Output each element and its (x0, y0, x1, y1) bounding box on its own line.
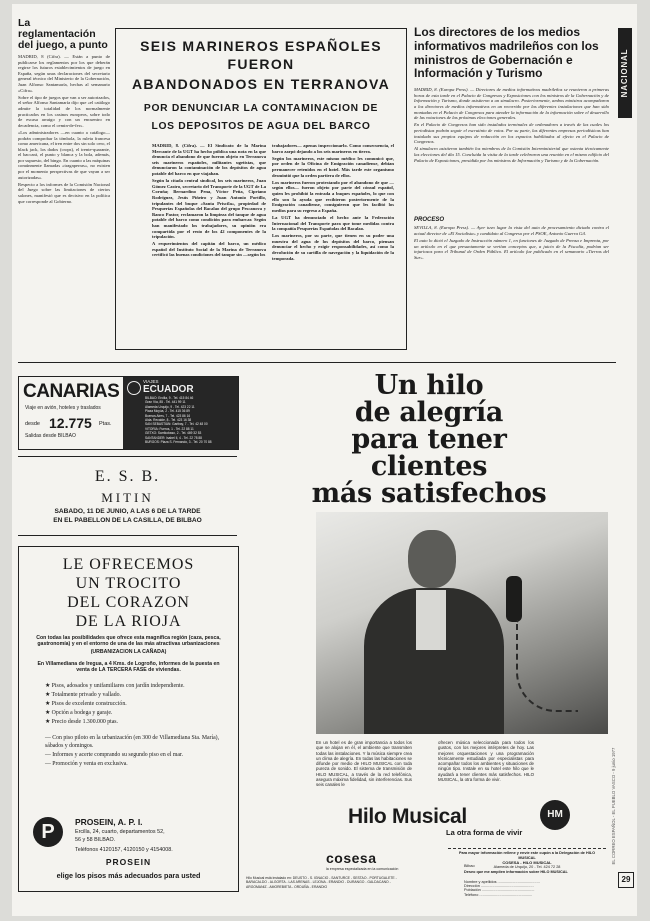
right-article-paragraph: Al simulacro asistieron también los miembros de la Comisión Interministerial que ostenta técnicamente las elecciones del día 15. Concluida la visita de la tarde celebraron una reunión en el mismo edificio del Palacio de Exposiciones, presidida por los ministros de Información y Turismo y de la Gobernación. (414, 146, 609, 163)
ecuador-panel (123, 377, 238, 449)
rioja-ad (18, 546, 239, 892)
coupon-fields (464, 880, 604, 897)
ecuador-address: Gran Vía, 85 - Tel. 441 99 11 (145, 400, 186, 405)
right-article-paragraph: MADRID, 8. (Europa Press). — Directores de medios informativos madrileños se reunieron a primeras horas de esta tarde en el Palacio de Congresos y Exposiciones con los ministros de la Gobernación y de Información y Turismo, donde asistieron a un simulacro. Posteriormente, ambos ministros acompañaron a los directores de medios informativos en un recorrido por las diferentes instalaciones que han sido montadas en el Palacio de Congresos para atender la información de la información sobre el desarrollo de las votaciones de las próximas elecciones generales. (414, 87, 609, 121)
center-article-col1 (152, 143, 266, 343)
rioja-feature-text: Precio desde 1.300.000 ptas. (51, 718, 118, 725)
center-article-paragraph: Los marineros fueron protestando por el abandono de que —según ellos— fueron objeto por parte del cónsul español, quien les prohibió la entrada a buques españoles, lo que con ello son la ayuda que recibieron posteriormente de la Emigración canadiense, consiguieron que les facilitó los medios para su regreso a España. (272, 179, 394, 213)
center-article-paragraph: MADRID, 8. (Cifra). — El Sindicato de la Marina Mercante de la UGT ha hecho pública una nota en la que denuncia el abandono de que fueron objeto en Terranova seis marineros españoles, militantes ugetistas, que denunciaron la contaminación de los depósitos de agua potable del barco en que viajaban. (152, 143, 266, 176)
coupon-field[interactable]: Dirección .................................................. (464, 884, 534, 889)
ecuador-address: GETXO: Sarrikobaso, 2 - Tel. 469 32 53 (145, 431, 202, 436)
prosein-logo (33, 817, 63, 847)
hilo-headline-line1: Un hilo (374, 370, 484, 401)
left-article-title: La reglamentación del juego, a punto (18, 17, 108, 51)
center-article (115, 28, 407, 350)
coupon-field-label: Teléfono (464, 892, 479, 897)
ecuador-address: SANTANDER: Isabel II, 4 - Tel. 22 78 88 (145, 435, 202, 440)
rioja-features (45, 682, 222, 726)
rioja-payment-text: Con piso piloto en la urbanización (en 300 de Villamediana Sta. María), sábados y domingos. (45, 734, 220, 749)
center-article-title-line1: SEIS MARINEROS ESPAÑOLES FUERON (140, 38, 382, 72)
coupon-wish: Deseo que me amplíen información sobre HILO MUSICAL (464, 870, 568, 874)
newspaper-page (12, 4, 637, 916)
rioja-feature: ★ Opción a bodega y garaje. (45, 709, 113, 716)
hm-badge (540, 800, 570, 830)
center-article-col2 (272, 143, 394, 343)
rioja-feature: ★ Precio desde 1.300.000 ptas. (45, 718, 118, 725)
right-article-paragraph: En el Palacio de Congresos han sido instalados terminales de ordenadores a través de las cuales los periodistas podrán seguir el escrutinio de votos. Por su parte, las diferentes empresas periodísticas han instalado sus propios equipos de redacción en los espacios habilitados al efecto en el Palacio de Congresos. (414, 122, 609, 145)
prosein-slogan: elige los pisos más adecuados para usted (56, 871, 201, 880)
phone-cord (516, 620, 578, 712)
ecuador-address: Alameda Urquijo, 9 - Tel. 423 22 11 (145, 404, 195, 409)
hilo-body-left: En un hotel es de gran importancia a todos los que se alojan en él, el ambiente que transmiten todas las instalaciones. Y la música siempre crea un clima de alegría. En todas las habitaciones se difunde por medio de HILO MUSICAL con toda pureza de sonido. El sistema de transmisión de HILO MUSICAL, a través de la red telefónica, asegura máxima fidelidad, sin interferencias. Sus seis canales le (316, 740, 412, 788)
prosein-address2: 56 y 58 BILBAO. (75, 837, 116, 843)
center-article-paragraph: A requerimientos del capitán del barco, un médico español del Instituto Social de la Marina de Terranova certificó las buenas condiciones del tanque sin —según los (152, 241, 266, 258)
prosein-brand: PROSEIN (105, 857, 152, 867)
hilo-photo (316, 512, 608, 734)
left-article-paragraph: Respecto a los informes de la Comisión Nacional del Juego sobre las limitaciones de ciertos salones, manifestó que es decisivo en la política que corresponde al Gobierno. (18, 181, 110, 204)
phone-icon (506, 576, 522, 622)
esb-title: E. S. B. (94, 468, 161, 485)
prosein-company: PROSEIN, A. P. I. (75, 817, 143, 827)
rioja-payment-item: — Promoción y venta en exclusiva. (45, 760, 128, 767)
hilo-body-right: ofrecen música seleccionada para todos los gustos, con los mejores intérpretes de hoy. Las mejores orquestaciones y una programación técnicamente estudiada por especialistas para acompañar todos los ambientes y situaciones de ningún tipo. Instale en su hotel este hilo que le ayudará a tener clientes más satisfechos. HILO MUSICAL, la otra forma de vivir. (438, 740, 534, 783)
rioja-line3: DEL CORAZON (67, 594, 190, 611)
separator-rule (18, 362, 616, 363)
canarias-price-suffix: Ptas. (99, 421, 112, 427)
right-article (414, 26, 609, 346)
ecuador-address: SAN SEBASTIÁN: Garibay, 7 - Tel. 42 48 00 (145, 422, 208, 427)
cosesa-tagline: la empresa especializada en la comunicación (326, 867, 399, 871)
coupon-intro: Para mayor información rellene y envíe este cupón a la Delegación de HILO MUSICAL (458, 851, 596, 860)
center-article-title-line2: ABANDONADOS EN TERRANOVA (131, 76, 391, 92)
center-article-paragraph: Los marineros, por su parte, que tienen en su poder una muestra del agua de los depósitos del barco, piensan denunciar el hecho y exigir responsabilidades, así como la devolución de su cartilla de navegación y la liquidación de la temporada. (272, 233, 394, 261)
center-article-subtitle-line1: POR DENUNCIAR LA CONTAMINACION DE (143, 103, 379, 114)
page-footer-line: EL CORREO ESPAÑOL - EL PUEBLO VASCO - 9 junio 1977 (611, 747, 616, 865)
proceso-body (414, 225, 609, 307)
center-article-paragraph: trabajadores— apenas inspeccionarlo. Como consecuencia, el barco zarpó dejando a los seis marineros en tierra. (272, 143, 394, 154)
rioja-feature-text: Opción a bodega y garaje. (51, 709, 113, 716)
ecuador-address: BILBAO: Ercilla, 9 - Tel. 415 84 46 (145, 396, 194, 400)
canarias-price-prefix: desde (25, 421, 40, 427)
ecuador-globe-icon (127, 381, 141, 395)
proceso-paragraph: SEVILLA, 8. (Europa Press). — Ayer tuvo lugar la vista del auto de procesamiento dictado contra el actual director de «El Socialista» y candidato al Congreso por el PSOE, Antonio Guerra Gil. (414, 225, 609, 236)
center-article-paragraph: La UGT ha denunciado el hecho ante la Federación Internacional del Transporte para que tome medidas contra la compañía Pesquerías Españolas del Bacalao. (272, 214, 394, 232)
esb-line2: EN EL PABELLON DE LA CASILLA, DE BILBAO (53, 517, 202, 524)
rioja-payment-text: Promoción y venta en exclusiva. (52, 760, 128, 767)
left-article-body (18, 54, 110, 354)
rioja-location: En Villamediana de Iregua, a 4 Kms. de Logroño, informes de la puesta en venta de LA TERCERA FASE de viviendas. (37, 660, 220, 674)
ecuador-agency-prefix: VIAJES (143, 379, 159, 384)
prosein-logo-letter: P (41, 821, 55, 843)
page-number: 29 (618, 872, 634, 888)
hilo-agents: Hilo Musical está instalado en: DEUSTO - S. IGNACIO - SANTURCE - SESTAO - PORTUGALETE - BARACALDO - ALGORTA - LAS ARENAS - LEJONA - ERANDIO - DURANGO - GALDACANO - ARGOMANIZ - AMOREBIETA - ORDUÑA - ERANDIO (246, 876, 397, 889)
cosesa-logo: cosesa (326, 850, 377, 866)
coupon-field-label: Población (464, 888, 481, 893)
hilo-headline-line2: de alegría (354, 397, 504, 428)
proceso-title: PROCESO (414, 217, 445, 224)
rioja-feature: ★ Pisos de excelente construcción. (45, 700, 127, 707)
rioja-payment-item: — Con piso piloto en la urbanización (en 300 de Villamediana Sta. María), sábados y domingos. (45, 734, 220, 749)
ecuador-address: BURGOS: Plaza S. Fernando, 3 - Tel. 20 70 88 (145, 440, 212, 445)
right-article-body (414, 87, 609, 213)
rioja-feature: ★ Totalmente privado y vallado. (45, 691, 122, 698)
center-article-paragraph: Según la citada central sindical, los seis marineros, Juan Gómez Castro, secretario del Transporte de la UGT de La Coruña; Bernardino Pena, Víctor Peña, Cipriano Rodríguez, Jesús Piñeiro y Juan Antonio Portillo, tripulantes del buque «Santa Priscila», propiedad de Pesquerías Españolas del Bacalao del grupo Pescanova y Banco Pastor, reclamaron la limpieza del tanque de agua potable del barco como condición para embarcar. Según han manifestado los trabajadores, su opinión era compartida por el resto de los 42 componentes de la tripulación. (152, 178, 266, 240)
proceso-paragraph: El auto lo dictó el Juzgado de Instrucción número 1, en funciones de Juzgado de Prensa e Imprenta, por un artículo en el que presuntamente se vertían conceptos que, a juicio de la Fiscalía, podrían ser injuriosos para el Tribunal de Orden Público. El artículo fue publicado en el semanario «Tierras del Sur». (414, 237, 609, 260)
hilo-headline-line3: para tener (351, 424, 507, 455)
rioja-feature-text: Pisos, adosados y unifamiliares con jardín independiente. (51, 682, 185, 689)
rioja-payment (45, 734, 222, 768)
hilo-headline-line4: clientes (370, 451, 488, 482)
canarias-departure: Salidas desde BILBAO (25, 433, 76, 439)
photo-person-head (408, 530, 456, 588)
esb-bottom-rule (18, 535, 237, 536)
esb-line1: SABADO, 11 DE JUNIO, A LAS 6 DE LA TARDE (54, 508, 201, 515)
right-article-title: Los directores de los medios informativos madrileños con los ministros de Gobernación e Información y Turismo (414, 25, 599, 81)
esb-ad (18, 456, 237, 536)
rioja-line2: UN TROCITO (75, 575, 182, 592)
rioja-urbanization: (URBANIZACION LA CAÑADA) (90, 648, 167, 655)
ecuador-addresses (145, 396, 235, 444)
ecuador-address: Alda. Recalde, 8 - Tel. 423 16 38 (145, 418, 192, 423)
prosein-phones: Teléfonos 4120157, 4120150 y 4154008. (75, 847, 173, 853)
prosein-address1: Ercilla, 24, cuarto, departamentos 52, (75, 829, 165, 835)
rioja-feature: ★ Pisos, adosados y unifamiliares con jardín independiente. (45, 682, 185, 689)
coupon-field-label: Dirección (464, 884, 480, 889)
rioja-line4: DE LA RIOJA (75, 613, 182, 630)
hilo-headline-line5: más satisfechos (311, 478, 547, 509)
rioja-intro: Con todas las posibilidades que ofrece esta magnífica región (caza, pesca, gastronomía) y en el entorno de una de las más atractivas urbanizaciones (36, 635, 221, 648)
photo-person-shirt (416, 590, 446, 650)
hilo-brand-tagline: La otra forma de vivir (446, 828, 523, 837)
center-article-paragraph: Según los marineros, este mismo médico les comunicó que, por orden de la Oficina de Emigración canadiense, debían permanecer retenidos en el hotel. Más tarde este organismo desmintió que la orden partiera de ellos. (272, 155, 394, 178)
coupon-field[interactable]: Población .................................................. (464, 888, 535, 893)
center-article-subtitle-line2: LOS DEPOSITOS DE AGUA DEL BARCO (151, 121, 371, 132)
rioja-payment-item: — Informes y acerte comprando su segundo piso en el mar. (45, 751, 183, 758)
coupon-company: COSESA - HILO MUSICAL (502, 860, 552, 866)
coupon-city: Bilbao (464, 864, 475, 868)
hm-badge-text: HM (547, 809, 563, 820)
esb-top-rule (18, 456, 237, 457)
ecuador-address: VITORIA: Fueros, 1 - Tel. 22 88 11 (145, 426, 194, 431)
left-article-paragraph: «Los administradores —en cuanto a catálogo— podrán comprobar la tómbola, la ruleta francesa como americana, el tren entre dos sin solo cero, el black jack, los dados (crops), el trente-quarante, el baccará, el punto y blanca y la bola, además, por supuesto, del bingo. En cuanto a las máquinas comúnmente llamadas «tragaperras», no existen por el momento perspectivas de que vayan a ser autorizadas». (18, 129, 110, 180)
section-label: NACIONAL (620, 48, 629, 98)
left-article-paragraph: MADRID, 8 (Cifra). — Están a punto de publicarse los reglamentos por los que deberán regirse los futuros establecimientos de juego en España, según unas declaraciones del secretario general técnico del Ministerio de la Gobernación, Juan Alfonso Santamaría, hechas al semanario «Cifra». (18, 54, 110, 93)
left-article-paragraph: Sobre el tipo de juegos que van a ser autorizados, el señor Alfonso Santamaría dijo que «el catálogo admite la totalidad de los normalmente practicados en los casinos europeos, sobre todo de escasa arraigo y con un encuentro en decadencia, como el cemin-de-fer». (18, 94, 110, 128)
coupon-address: Alameda de Urquijo, 20 - Tel. 424 72 28 (493, 865, 561, 870)
canarias-tagline: Viaje en avión, hoteles y traslados (25, 405, 101, 411)
rioja-line1: LE OFRECEMOS (62, 556, 195, 573)
rioja-feature-text: Totalmente privado y vallado. (51, 691, 122, 698)
left-article (18, 18, 110, 350)
hilo-brand: Hilo Musical (348, 805, 467, 828)
canarias-ad (18, 376, 239, 450)
coupon-field-label: Nombre y apellidos (464, 880, 497, 884)
coupon-field[interactable]: Teléfono .................................................. (464, 892, 533, 897)
ecuador-address: Plaza Moyúa, 2 - Tel. 415 36 89 (145, 409, 190, 414)
hilo-musical-ad (244, 368, 614, 896)
ecuador-address: Buenos Aires, 7 - Tel. 423 86 16 (145, 413, 191, 418)
rioja-feature-text: Pisos de excelente construcción. (51, 700, 127, 707)
ecuador-agency-name: ECUADOR (143, 384, 194, 395)
canarias-brand: CANARIAS (23, 381, 120, 402)
canarias-price: 12.775 (49, 415, 92, 431)
esb-subtitle: MITIN (101, 490, 154, 505)
rioja-payment-text: Informes y acerte comprando su segundo piso en el mar. (52, 751, 183, 758)
coupon-field[interactable]: Nombre y apellidos ........................................ (464, 880, 540, 884)
